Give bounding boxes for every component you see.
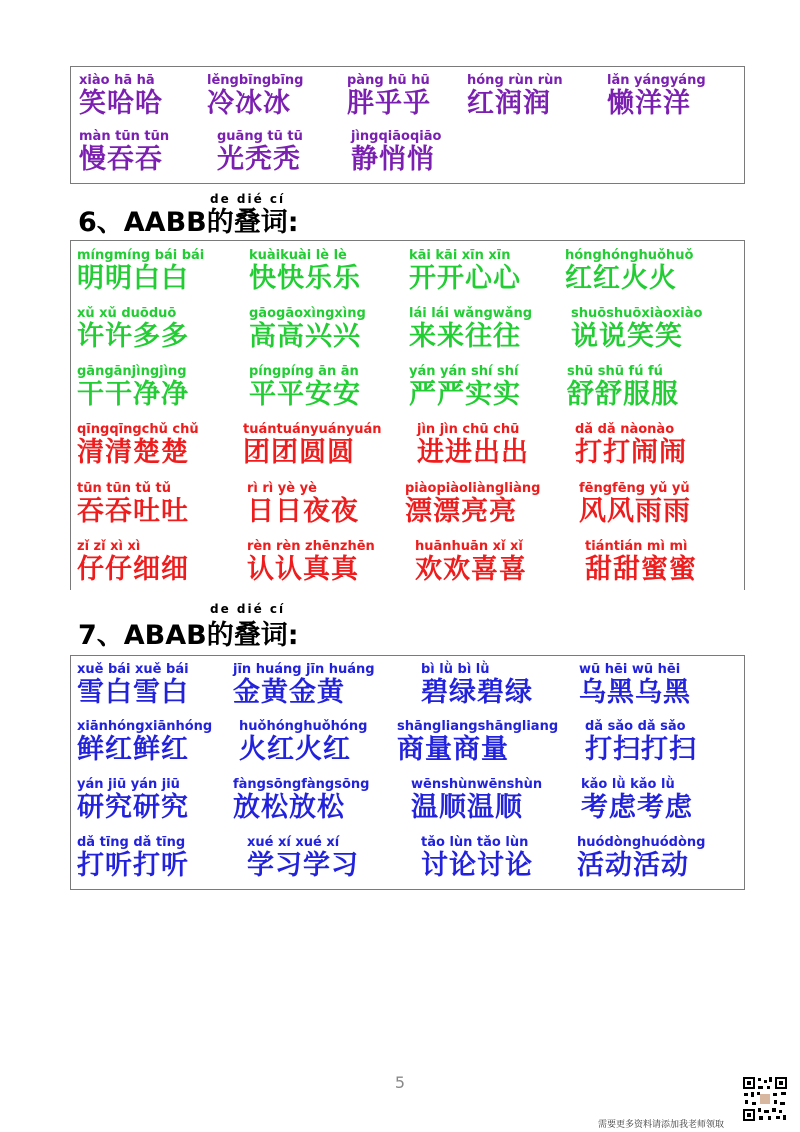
word-hanzi: 红红火火 <box>565 263 677 294</box>
word-hanzi: 打扫打扫 <box>585 734 697 765</box>
word-hanzi: 甜甜蜜蜜 <box>585 554 697 585</box>
word-pinyin: lěngbīngbīng <box>207 73 304 88</box>
word-item <box>243 422 382 469</box>
word-pinyin: huānhuān xǐ xǐ <box>415 539 523 554</box>
word-hanzi: 认认真真 <box>247 554 359 585</box>
word-pinyin: xǔ xǔ duōduō <box>77 306 177 321</box>
word-item <box>565 248 693 295</box>
footer-note: 需要更多资料请添加我老师领取 <box>598 1120 725 1130</box>
word-pinyin: dǎ tīng dǎ tīng <box>77 835 186 850</box>
word-item <box>79 73 163 120</box>
word-item <box>77 662 189 709</box>
aabb-words-box <box>70 240 745 590</box>
word-pinyin: pàng hū hū <box>347 73 430 88</box>
page-number: 5 <box>394 1073 406 1092</box>
word-hanzi: 团团圆圆 <box>243 437 355 468</box>
word-hanzi: 讨论讨论 <box>421 850 533 881</box>
word-item <box>239 719 367 766</box>
word-item <box>77 364 189 411</box>
word-hanzi: 严严实实 <box>409 379 521 410</box>
word-hanzi: 放松放松 <box>233 792 345 823</box>
word-pinyin: hóng rùn rùn <box>467 73 563 88</box>
word-pinyin: zǐ zǐ xì xì <box>77 539 141 554</box>
word-item <box>577 835 705 882</box>
word-pinyin: míngmíng bái bái <box>77 248 205 263</box>
word-pinyin: màn tūn tūn <box>79 129 170 144</box>
word-item <box>247 481 359 528</box>
word-hanzi: 金黄金黄 <box>233 677 345 708</box>
word-item <box>607 73 706 120</box>
word-hanzi: 明明白白 <box>77 263 189 294</box>
word-item <box>579 662 691 709</box>
word-item <box>575 422 687 469</box>
word-pinyin: shuōshuōxiàoxiào <box>571 306 703 321</box>
word-pinyin: tūn tūn tǔ tǔ <box>77 481 171 496</box>
word-item <box>409 306 532 353</box>
word-hanzi: 笑哈哈 <box>79 88 163 119</box>
word-hanzi: 温顺温顺 <box>411 792 523 823</box>
word-pinyin: wēnshùnwēnshùn <box>411 777 543 792</box>
word-hanzi: 懒洋洋 <box>607 88 691 119</box>
word-pinyin: dǎ dǎ nàonào <box>575 422 675 437</box>
word-item <box>567 364 679 411</box>
word-pinyin: fàngsōngfàngsōng <box>233 777 370 792</box>
word-item <box>247 835 359 882</box>
word-pinyin: kāi kāi xīn xīn <box>409 248 511 263</box>
word-pinyin: gāngānjìngjìng <box>77 364 187 379</box>
word-hanzi: 静悄悄 <box>351 144 435 175</box>
word-hanzi: 说说笑笑 <box>571 321 683 352</box>
word-pinyin: xiào hā hā <box>79 73 155 88</box>
word-hanzi: 漂漂亮亮 <box>405 496 517 527</box>
word-hanzi: 雪白雪白 <box>77 677 189 708</box>
word-item <box>77 835 189 882</box>
word-pinyin: rì rì yè yè <box>247 481 317 496</box>
word-item <box>77 248 204 295</box>
word-hanzi: 开开心心 <box>409 263 521 294</box>
word-item <box>217 129 303 176</box>
overlap-words-box <box>70 66 745 184</box>
abab-words-box <box>70 655 745 890</box>
word-hanzi: 鲜红鲜红 <box>77 734 189 765</box>
qr-code-icon <box>742 1076 788 1122</box>
word-item <box>233 662 375 709</box>
section-heading-aabb: 6、AABB的叠词: <box>78 207 299 238</box>
word-pinyin: guāng tū tū <box>217 129 303 144</box>
word-hanzi: 舒舒服服 <box>567 379 679 410</box>
word-hanzi: 快快乐乐 <box>249 263 361 294</box>
word-item <box>397 719 558 766</box>
word-hanzi: 打听打听 <box>77 850 189 881</box>
word-hanzi: 许许多多 <box>77 321 189 352</box>
word-item <box>79 129 169 176</box>
word-item <box>77 422 199 469</box>
word-pinyin: rèn rèn zhēnzhēn <box>247 539 375 554</box>
word-pinyin: lǎn yángyáng <box>607 73 706 88</box>
word-pinyin: xiānhóngxiānhóng <box>77 719 213 734</box>
word-item <box>581 777 693 824</box>
word-item <box>77 777 189 824</box>
word-hanzi: 活动活动 <box>577 850 689 881</box>
word-pinyin: bì lǜ bì lǜ <box>421 662 490 677</box>
word-item <box>77 481 189 528</box>
word-hanzi: 欢欢喜喜 <box>415 554 527 585</box>
word-item <box>415 539 527 586</box>
word-item <box>351 129 441 176</box>
word-hanzi: 仔仔细细 <box>77 554 189 585</box>
word-hanzi: 干干净净 <box>77 379 189 410</box>
word-hanzi: 清清楚楚 <box>77 437 189 468</box>
word-hanzi: 风风雨雨 <box>579 496 691 527</box>
word-item <box>249 248 361 295</box>
word-pinyin: kǎo lǜ kǎo lǜ <box>581 777 675 792</box>
word-item <box>77 539 189 586</box>
word-hanzi: 乌黑乌黑 <box>579 677 691 708</box>
word-item <box>247 539 375 586</box>
word-item <box>409 248 521 295</box>
word-pinyin: píngpíng ān ān <box>249 364 359 379</box>
word-pinyin: yán jiū yán jiū <box>77 777 180 792</box>
word-item <box>421 835 533 882</box>
word-hanzi: 平平安安 <box>249 379 361 410</box>
word-pinyin: yán yán shí shí <box>409 364 519 379</box>
word-item <box>411 777 542 824</box>
word-pinyin: shū shū fú fú <box>567 364 663 379</box>
word-hanzi: 吞吞吐吐 <box>77 496 189 527</box>
word-item <box>249 364 361 411</box>
word-pinyin: piàopiàoliàngliàng <box>405 481 541 496</box>
word-pinyin: jìn jìn chū chū <box>417 422 520 437</box>
word-item <box>249 306 366 353</box>
word-item <box>233 777 369 824</box>
word-item <box>409 364 521 411</box>
word-item <box>585 539 697 586</box>
word-item <box>421 662 533 709</box>
word-pinyin: jīn huáng jīn huáng <box>233 662 375 677</box>
word-hanzi: 来来往往 <box>409 321 521 352</box>
word-pinyin: gāogāoxìngxìng <box>249 306 366 321</box>
word-hanzi: 商量商量 <box>397 734 509 765</box>
word-pinyin: shāngliangshāngliang <box>397 719 559 734</box>
word-hanzi: 胖乎乎 <box>347 88 431 119</box>
word-item <box>405 481 540 528</box>
word-item <box>207 73 303 120</box>
word-hanzi: 火红火红 <box>239 734 351 765</box>
word-pinyin: lái lái wǎngwǎng <box>409 306 533 321</box>
word-hanzi: 打打闹闹 <box>575 437 687 468</box>
word-pinyin: huódònghuódòng <box>577 835 706 850</box>
heading-ruby: de dié cí <box>210 602 286 616</box>
word-pinyin: fēngfēng yǔ yǔ <box>579 481 690 496</box>
word-item <box>467 73 563 120</box>
heading-ruby: de dié cí <box>210 192 286 206</box>
word-pinyin: tuántuányuányuán <box>243 422 382 437</box>
word-hanzi: 红润润 <box>467 88 551 119</box>
word-item <box>77 719 212 766</box>
word-item <box>571 306 702 353</box>
section-heading-abab: 7、ABAB的叠词: <box>78 620 299 651</box>
word-pinyin: hónghónghuǒhuǒ <box>565 248 694 263</box>
word-item <box>77 306 189 353</box>
word-hanzi: 高高兴兴 <box>249 321 361 352</box>
word-hanzi: 日日夜夜 <box>247 496 359 527</box>
word-pinyin: huǒhónghuǒhóng <box>239 719 368 734</box>
word-hanzi: 冷冰冰 <box>207 88 291 119</box>
word-pinyin: kuàikuài lè lè <box>249 248 347 263</box>
word-hanzi: 进进出出 <box>417 437 529 468</box>
word-pinyin: xuě bái xuě bái <box>77 662 189 677</box>
word-hanzi: 碧绿碧绿 <box>421 677 533 708</box>
word-item <box>585 719 697 766</box>
word-hanzi: 考虑考虑 <box>581 792 693 823</box>
word-pinyin: tǎo lùn tǎo lùn <box>421 835 529 850</box>
word-hanzi: 学习学习 <box>247 850 359 881</box>
word-item <box>347 73 431 120</box>
word-pinyin: dǎ sǎo dǎ sǎo <box>585 719 686 734</box>
word-pinyin: tiántián mì mì <box>585 539 688 554</box>
word-pinyin: jìngqiāoqiāo <box>351 129 442 144</box>
word-hanzi: 研究研究 <box>77 792 189 823</box>
word-item <box>417 422 529 469</box>
word-pinyin: wū hēi wū hēi <box>579 662 681 677</box>
word-pinyin: xué xí xué xí <box>247 835 340 850</box>
word-hanzi: 慢吞吞 <box>79 144 163 175</box>
word-pinyin: qīngqīngchǔ chǔ <box>77 422 199 437</box>
word-item <box>579 481 691 528</box>
word-hanzi: 光秃秃 <box>217 144 301 175</box>
